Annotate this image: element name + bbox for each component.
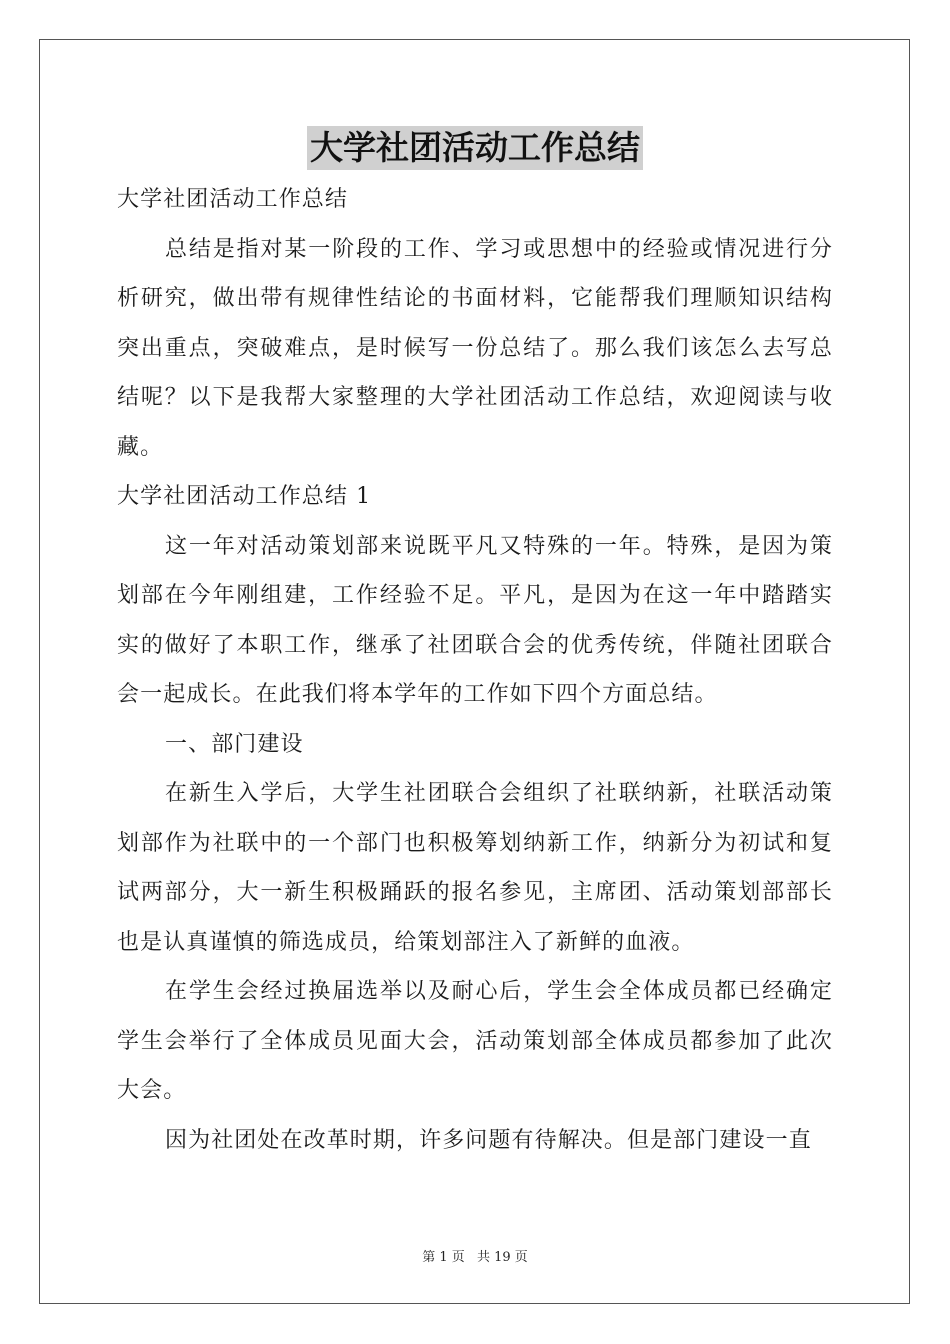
paragraph: 在新生入学后，大学生社团联合会组织了社联纳新，社联活动策划部作为社联中的一个部门也积极筹划纳新工作，纳新分为初试和复试两部分，大一新生积极踊跃的报名参见，主席团、活动策划部部长也是认真谨慎的筛选成员，给策划部注入了新鲜的血液。 xyxy=(117,781,833,955)
page-number: 第 1 页 xyxy=(422,1250,465,1265)
paragraph: 因为社团处在改革时期，许多问题有待解决。但是部门建设一直 xyxy=(165,1127,812,1153)
paragraph: 这一年对活动策划部来说既平凡又特殊的一年。特殊，是因为策划部在今年刚组建，工作经验不足。平凡，是因为在这一年中踏踏实实的做好了本职工作，继承了社团联合会的优秀传统，伴随社团联合会一起成长。在此我们将本学年的工作如下四个方面总结。 xyxy=(117,533,833,707)
section-heading: 大学社团活动工作总结 1 xyxy=(117,484,372,509)
document-body xyxy=(117,175,833,1165)
subsection-heading: 一、部门建设 xyxy=(165,731,304,757)
paragraph: 大学社团活动工作总结 xyxy=(117,187,349,212)
page-total: 共 19 页 xyxy=(476,1250,528,1265)
paragraph: 在学生会经过换届选举以及耐心后，学生会全体成员都已经确定学生会举行了全体成员见面大会，活动策划部全体成员都参加了此次大会。 xyxy=(117,979,833,1103)
page-footer xyxy=(0,1246,950,1265)
document-title: 大学社团活动工作总结 xyxy=(307,126,643,170)
title-container xyxy=(0,126,950,170)
paragraph: 总结是指对某一阶段的工作、学习或思想中的经验或情况进行分析研究，做出带有规律性结论的书面材料，它能帮我们理顺知识结构突出重点，突破难点，是时候写一份总结了。那么我们该怎么去写总结呢？以下是我帮大家整理的大学社团活动工作总结，欢迎阅读与收藏。 xyxy=(117,236,833,460)
